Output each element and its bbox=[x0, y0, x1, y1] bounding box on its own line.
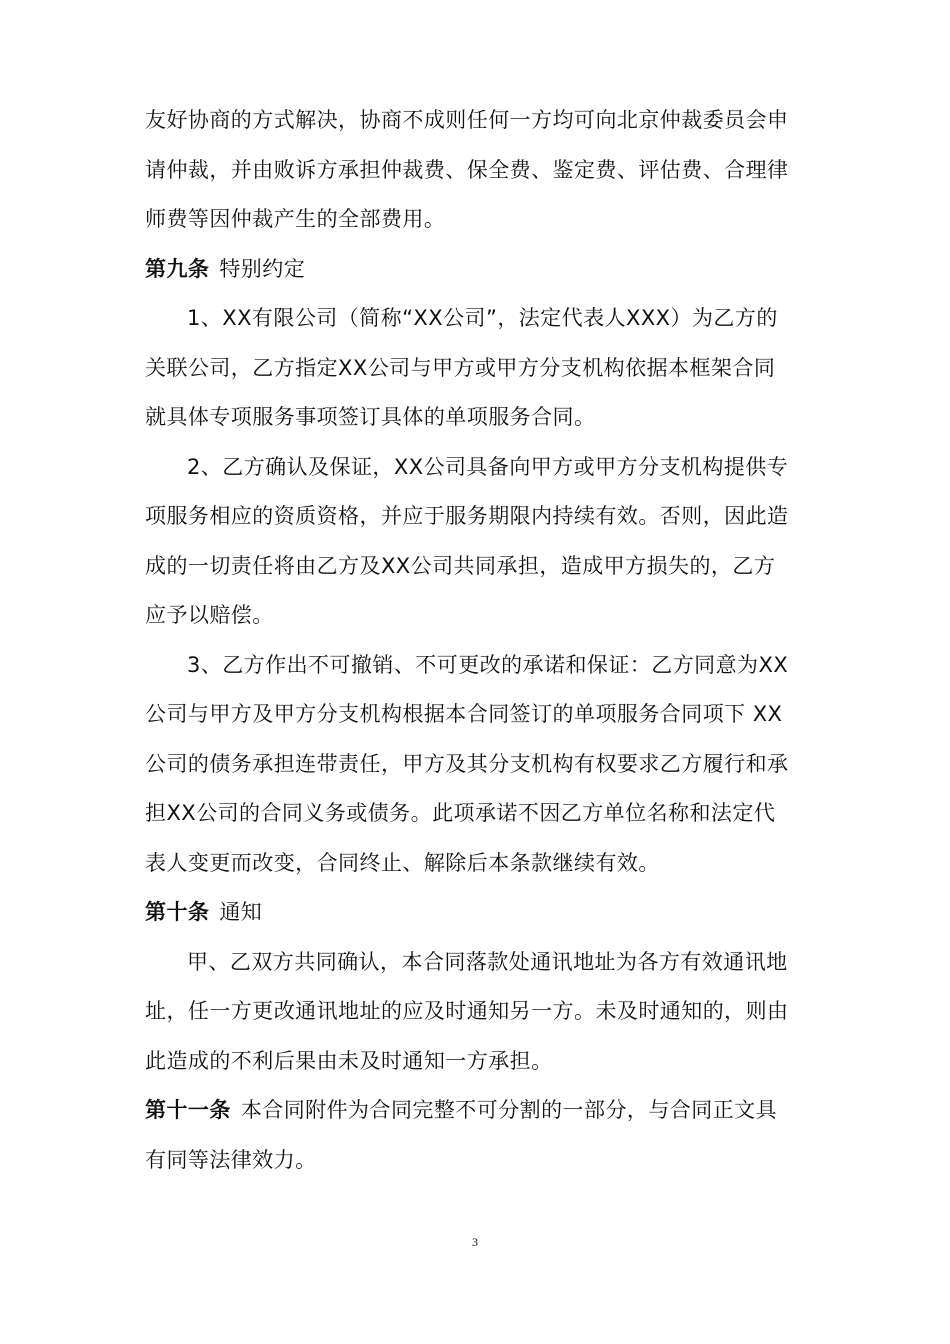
body-line: 公司与甲方及甲方分支机构根据本合同签订的单项服务合同项下 XX bbox=[145, 702, 783, 726]
body-line: 请仲裁，并由败诉方承担仲裁费、保全费、鉴定费、评估费、合理律 bbox=[145, 157, 789, 182]
page-number: 3 bbox=[472, 1235, 478, 1249]
body-line: 担XX公司的合同义务或债务。此项承诺不因乙方单位名称和法定代 bbox=[145, 801, 776, 825]
article-title: 特别约定 bbox=[219, 256, 306, 281]
clause-line: 1、XX有限公司（简称“XX公司”，法定代表人XXX）为乙方的 bbox=[187, 306, 778, 330]
article-number: 第十一条 bbox=[145, 1098, 231, 1122]
clause-line: 3、乙方作出不可撤销、不可更改的承诺和保证：乙方同意为XX bbox=[187, 652, 789, 677]
article-heading bbox=[145, 888, 815, 938]
body-line: 项服务相应的资质资格，并应于服务期限内持续有效。否则，因此造 bbox=[145, 504, 789, 528]
body-line: 友好协商的方式解决，协商不成则任何一方均可向北京仲裁委员会申 bbox=[145, 108, 789, 132]
body-line: 址，任一方更改通讯地址的应及时通知另一方。未及时通知的，则由 bbox=[145, 999, 789, 1023]
body-line: 应予以赔偿。 bbox=[145, 603, 274, 627]
article-heading bbox=[145, 1086, 815, 1136]
clause-line: 2、乙方确认及保证，XX公司具备向甲方或甲方分支机构提供专 bbox=[187, 454, 789, 479]
body-line: 此造成的不利后果由未及时通知一方承担。 bbox=[145, 1048, 553, 1073]
article-number: 第十条 bbox=[145, 900, 210, 924]
body-line: 关联公司，乙方指定XX公司与甲方或甲方分支机构依据本框架合同 bbox=[145, 355, 776, 380]
body-line: 公司的债务承担连带责任，甲方及其分支机构有权要求乙方履行和承 bbox=[145, 751, 789, 776]
article-title: 通知 bbox=[219, 900, 263, 924]
body-line: 成的一切责任将由乙方及XX公司共同承担，造成甲方损失的，乙方 bbox=[145, 553, 776, 578]
document-body bbox=[145, 96, 815, 1185]
body-line: 表人变更而改变，合同终止、解除后本条款继续有效。 bbox=[145, 850, 660, 875]
article-number: 第九条 bbox=[145, 256, 210, 281]
article-title: 本合同附件为合同完整不可分割的一部分，与合同正文具 bbox=[240, 1098, 778, 1122]
body-line: 师费等因仲裁产生的全部费用。 bbox=[145, 207, 446, 231]
body-line: 就具体专项服务事项签订具体的单项服务合同。 bbox=[145, 405, 596, 429]
clause-line: 甲、乙双方共同确认，本合同落款处通讯地址为各方有效通讯地 bbox=[187, 949, 788, 974]
body-line: 有同等法律效力。 bbox=[145, 1147, 317, 1172]
article-heading bbox=[145, 245, 815, 295]
